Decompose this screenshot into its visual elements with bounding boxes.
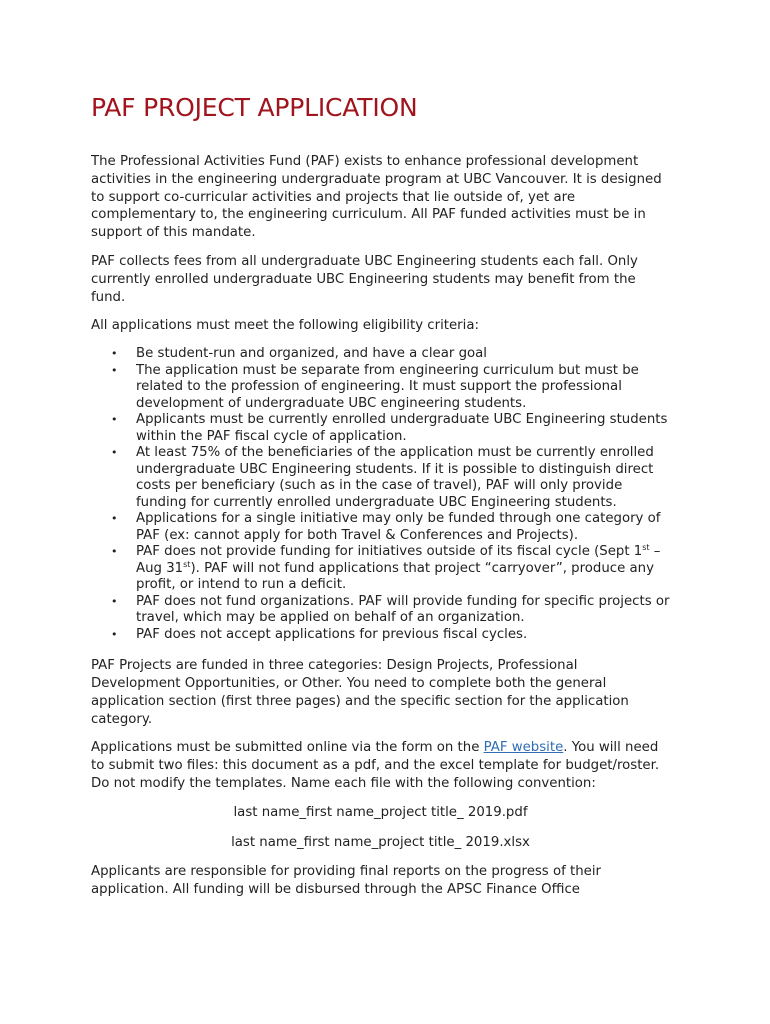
bullet-icon: • <box>111 363 118 377</box>
bullet-icon: • <box>111 446 118 460</box>
eligibility-intro: All applications must meet the following eligibility criteria: <box>91 318 479 334</box>
list-item: • Applications for a single initiative may only be funded through one category of PAF (ex: cannot apply for both Travel & Conferences and Projects). <box>111 511 661 543</box>
intro-paragraph-mandate: The Professional Activities Fund (PAF) exists to enhance professional development activities in the engineering undergraduate program at UBC Vancouver. It is designed to support co-curricular activities and projects that lie outside of, yet are complementary to, the engineering curriculum. All PAF funded activities must be in support of this mandate. <box>91 154 662 241</box>
closing-paragraph: Applicants are responsible for providing final reports on the progress of their application. All funding will be disbursed through the APSC Finance Office <box>91 864 601 898</box>
list-item: • PAF does not fund organizations. PAF will provide funding for specific projects or travel, which may be applied on behalf of an organization. <box>111 593 670 626</box>
bullet-icon: • <box>111 347 118 361</box>
submission-paragraph: Applications must be submitted online via the form on the PAF website. You will need to submit two files: this document as a pdf, and the excel template for budget/roster. Do not modify the templates. Name each file with the following convention: <box>91 740 660 791</box>
bullet-icon: • <box>111 413 118 427</box>
list-item: • Applicants must be currently enrolled undergraduate UBC Engineering students within the PAF fiscal cycle of application. <box>111 412 668 444</box>
list-item: • Be student-run and organized, and have a clear goal <box>111 346 487 362</box>
bullet-icon: • <box>111 627 118 641</box>
list-item: • The application must be separate from engineering curriculum but must be related to the profession of engineering. It must support the professional development of undergraduate UBC engineering students. <box>111 362 639 411</box>
intro-paragraph-fees: PAF collects fees from all undergraduate UBC Engineering students each fall. Only currently enrolled undergraduate UBC Engineering students may benefit from the fund. <box>91 253 638 305</box>
list-item: • At least 75% of the beneficiaries of the application must be currently enrolled undergraduate UBC Engineering students. If it is possible to distinguish direct costs per beneficiary (such as in the case of travel), PAF will only provide funding for currently enrolled undergraduate UBC Engineering students. <box>111 445 654 510</box>
eligibility-criteria-list <box>91 346 670 643</box>
categories-paragraph: PAF Projects are funded in three categories: Design Projects, Professional Development Opportunities, or Other. You need to complete both the general application section (first three pages) and the specific section for the application category. <box>91 658 629 727</box>
list-item: • PAF does not accept applications for previous fiscal cycles. <box>111 626 528 642</box>
bullet-icon: • <box>111 594 118 608</box>
bullet-icon: • <box>111 545 118 559</box>
bullet-icon: • <box>111 512 118 526</box>
filename-pdf: last name_first name_project title_ 2019.pdf <box>233 804 528 820</box>
paf-website-link[interactable]: PAF website <box>483 740 564 756</box>
filename-xlsx: last name_first name_project title_ 2019.xlsx <box>231 834 530 850</box>
page-title: PAF PROJECT APPLICATION <box>91 93 418 122</box>
list-item-fiscal-cycle: • PAF does not provide funding for initiatives outside of its fiscal cycle (Sept 1st – Aug 31st). PAF will not fund applications that project “carryover”, produce any profit, or intend to run a deficit. <box>111 543 661 593</box>
